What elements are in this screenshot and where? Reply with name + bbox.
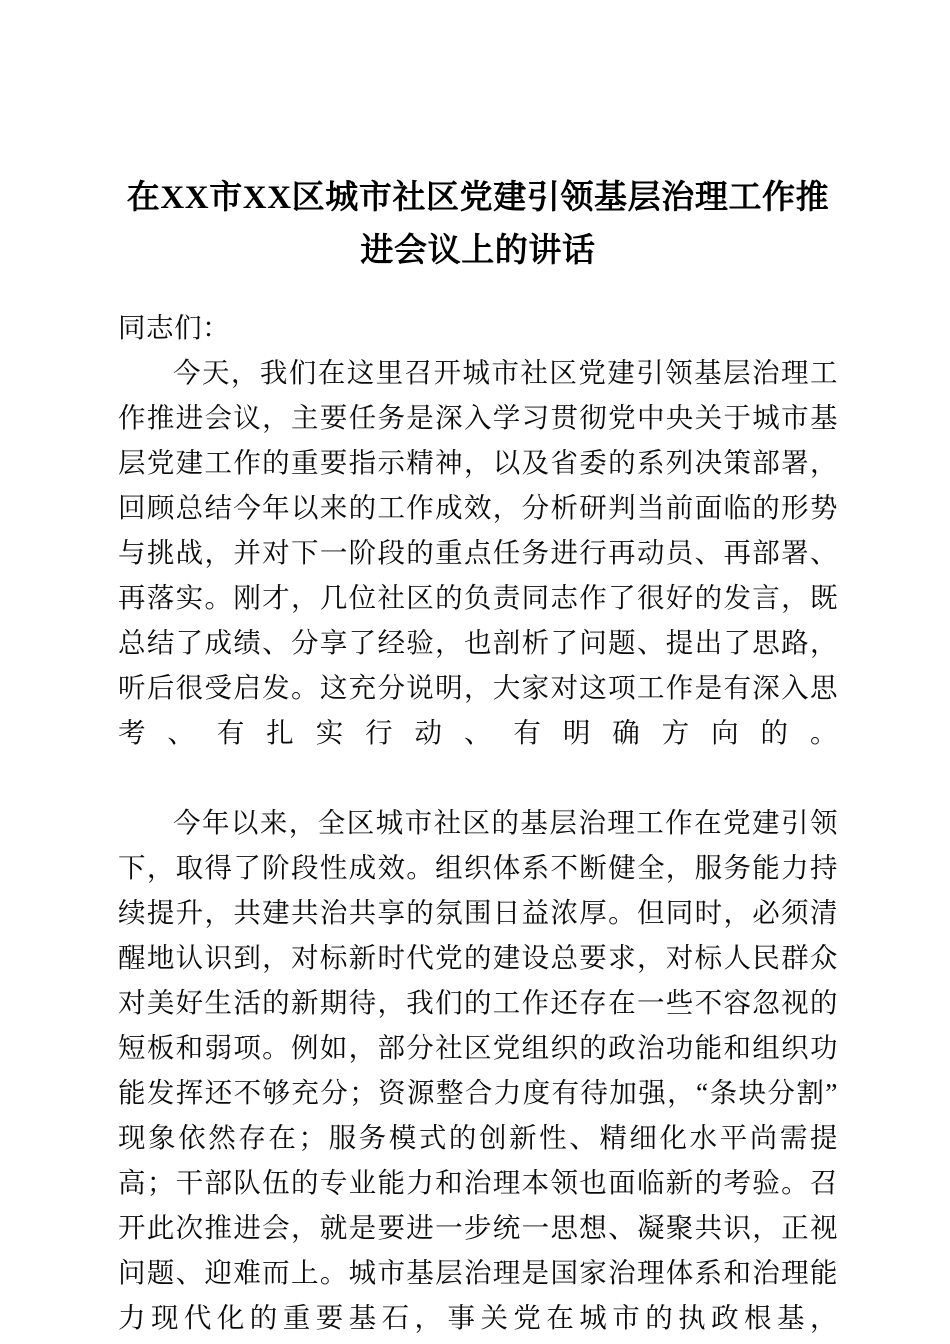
page-title: 在XX市XX区城市社区党建引领基层治理工作推进会议上的讲话	[126, 180, 830, 269]
document-body	[118, 0, 838, 1344]
body-paragraph-2: 今年以来，全区城市社区的基层治理工作在党建引领下，取得了阶段性成效。组织体系不断健全，服务能力持续提升，共建共治共享的氛围日益浓厚。但同时，必须清醒地认识到，对标新时代党的建设总要求，对标人民群众对美好生活的新期待，我们的工作还存在一些不容忽视的短板和弱项。例如，部分社区党组织的政治功能和组织功能发挥还不够充分；资源整合力度有待加强，“条块分割”现象依然存在；服务模式的创新性、精细化水平尚需提高；干部队伍的专业能力和治理本领也面临新的考验。召开此次推进会，就是要进一步统一思想、凝聚共识，正视问题、迎难而上。城市基层治理是国家治理体系和治理能力现代化的重要基石，事关党在城市的执政根基，	[118, 807, 838, 1333]
body-paragraph-1: 今天，我们在这里召开城市社区党建引领基层治理工作推进会议，主要任务是深入学习贯彻党中央关于城市基层党建工作的重要指示精神，以及省委的系列决策部署，回顾总结今年以来的工作成效，分析研判当前面临的形势与挑战，并对下一阶段的重点任务进行再动员、再部署、再落实。刚才，几位社区的负责同志作了很好的发言，既总结了成绩、分享了经验，也剖析了问题、提出了思路，听后很受启发。这充分说明，大家对这项工作是有深入思考、有扎实行动、有明确方向的。	[118, 357, 838, 748]
salutation-line: 同志们：	[118, 312, 231, 343]
